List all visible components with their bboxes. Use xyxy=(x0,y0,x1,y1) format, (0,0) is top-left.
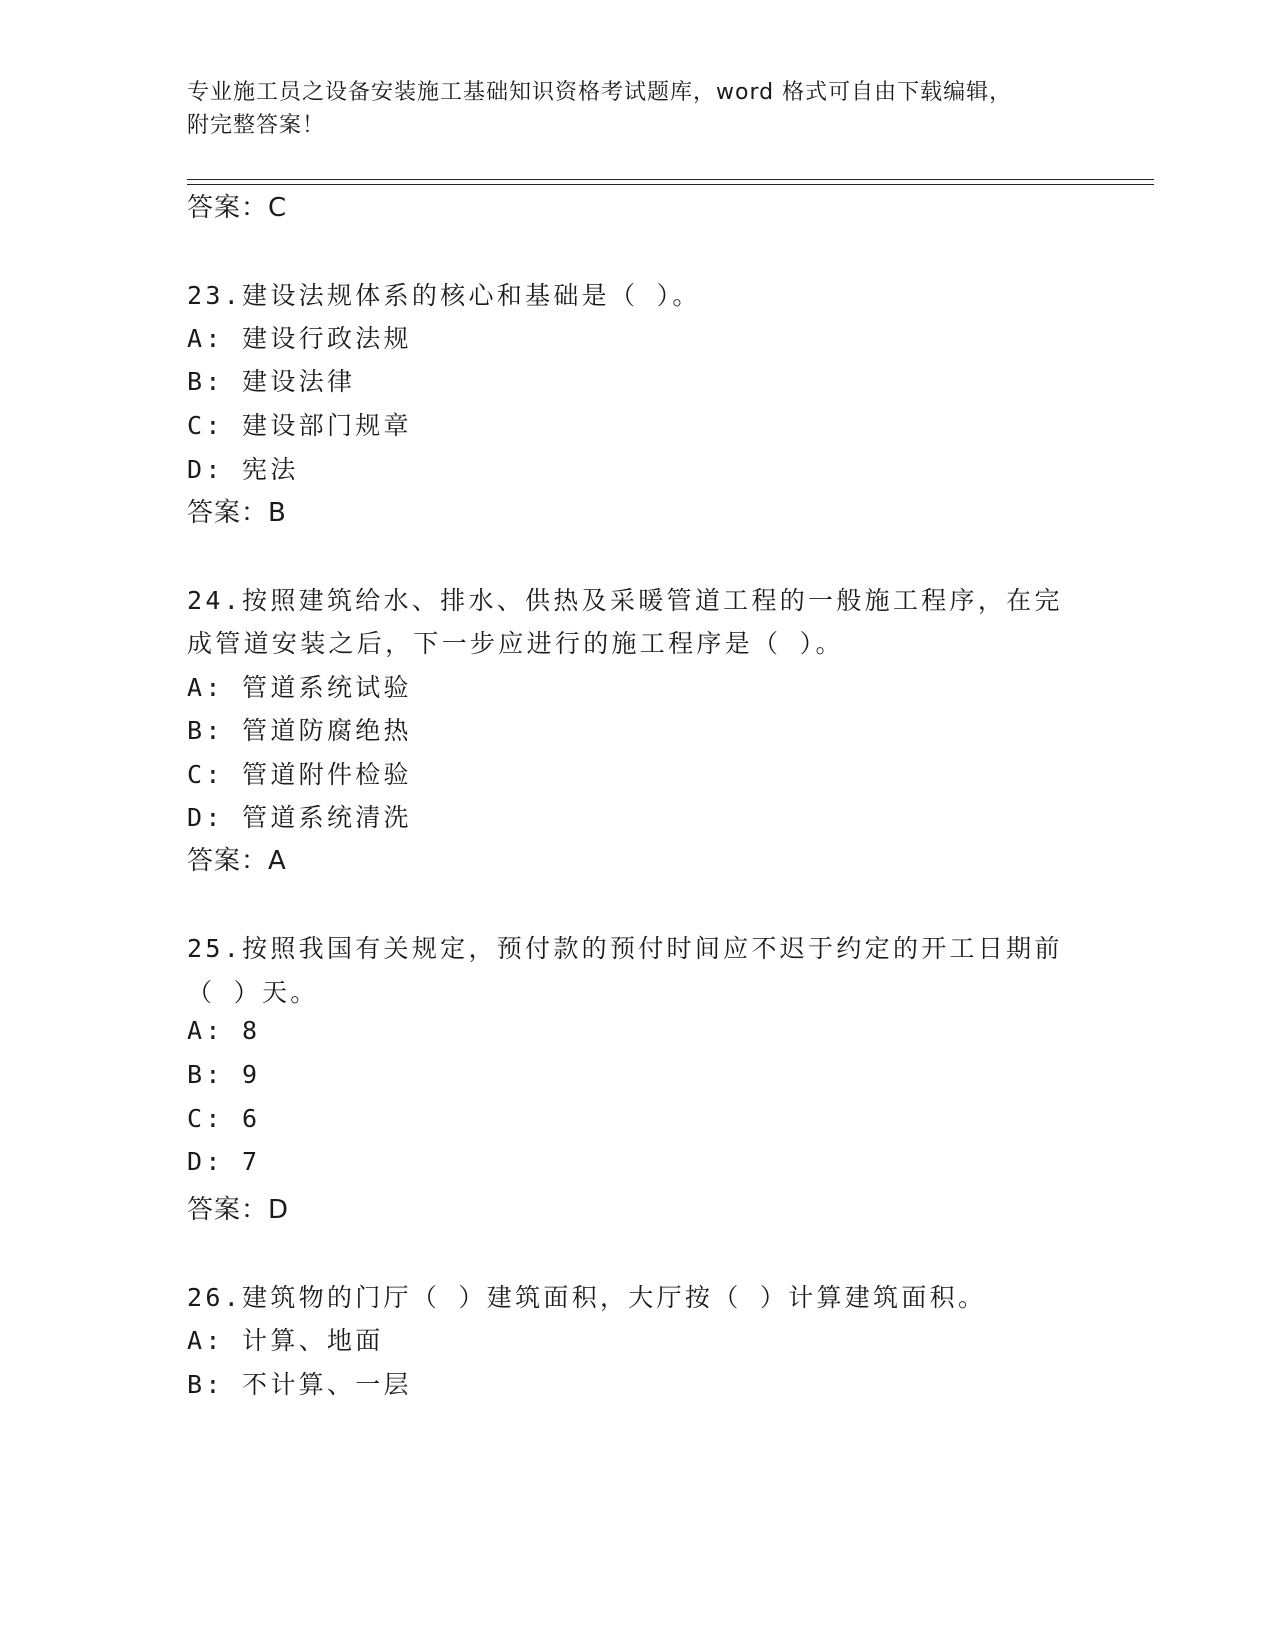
question-23-option-c: C: 建设部门规章 xyxy=(187,411,412,440)
question-25-answer: 答案：D xyxy=(187,1195,290,1225)
question-24-option-c: C: 管道附件检验 xyxy=(187,760,412,789)
question-23-stem: 23.建设法规体系的核心和基础是（ ）。 xyxy=(187,281,701,310)
question-26-option-b: B: 不计算、一层 xyxy=(187,1370,412,1399)
question-25-stem-line-1: 25.按照我国有关规定，预付款的预付时间应不迟于约定的开工日期前 xyxy=(187,934,1063,963)
question-24-answer: 答案：A xyxy=(187,846,287,876)
question-24-stem-line-1: 24.按照建筑给水、排水、供热及采暖管道工程的一般施工程序，在完 xyxy=(187,586,1063,615)
question-25-option-d: D: 7 xyxy=(187,1147,261,1176)
question-24-option-d: D: 管道系统清洗 xyxy=(187,803,412,832)
header-divider-top xyxy=(187,179,1154,180)
document-header xyxy=(187,76,1067,142)
question-23-answer: 答案：B xyxy=(187,498,287,528)
question-26-option-a: A: 计算、地面 xyxy=(187,1326,384,1355)
question-25-option-c: C: 6 xyxy=(187,1104,261,1133)
question-25-stem-line-2: （ ）天。 xyxy=(187,978,319,1007)
answer-q22: 答案：C xyxy=(187,193,288,223)
question-25-option-b: B: 9 xyxy=(187,1060,261,1089)
header-line-2: 附完整答案！ xyxy=(187,113,326,138)
question-23-option-b: B: 建设法律 xyxy=(187,367,356,396)
question-24-option-b: B: 管道防腐绝热 xyxy=(187,716,412,745)
question-23-option-a: A: 建设行政法规 xyxy=(187,324,412,353)
header-divider-bottom xyxy=(187,184,1154,185)
header-line-1: 专业施工员之设备安装施工基础知识资格考试题库，word 格式可自由下载编辑， xyxy=(187,80,1013,105)
question-23-option-d: D: 宪法 xyxy=(187,455,299,484)
question-24-option-a: A: 管道系统试验 xyxy=(187,673,412,702)
question-24-stem-line-2: 成管道安装之后，下一步应进行的施工程序是（ ）。 xyxy=(187,629,844,658)
question-25-option-a: A: 8 xyxy=(187,1016,261,1045)
question-26-stem: 26.建筑物的门厅（ ）建筑面积，大厅按（ ）计算建筑面积。 xyxy=(187,1283,987,1312)
